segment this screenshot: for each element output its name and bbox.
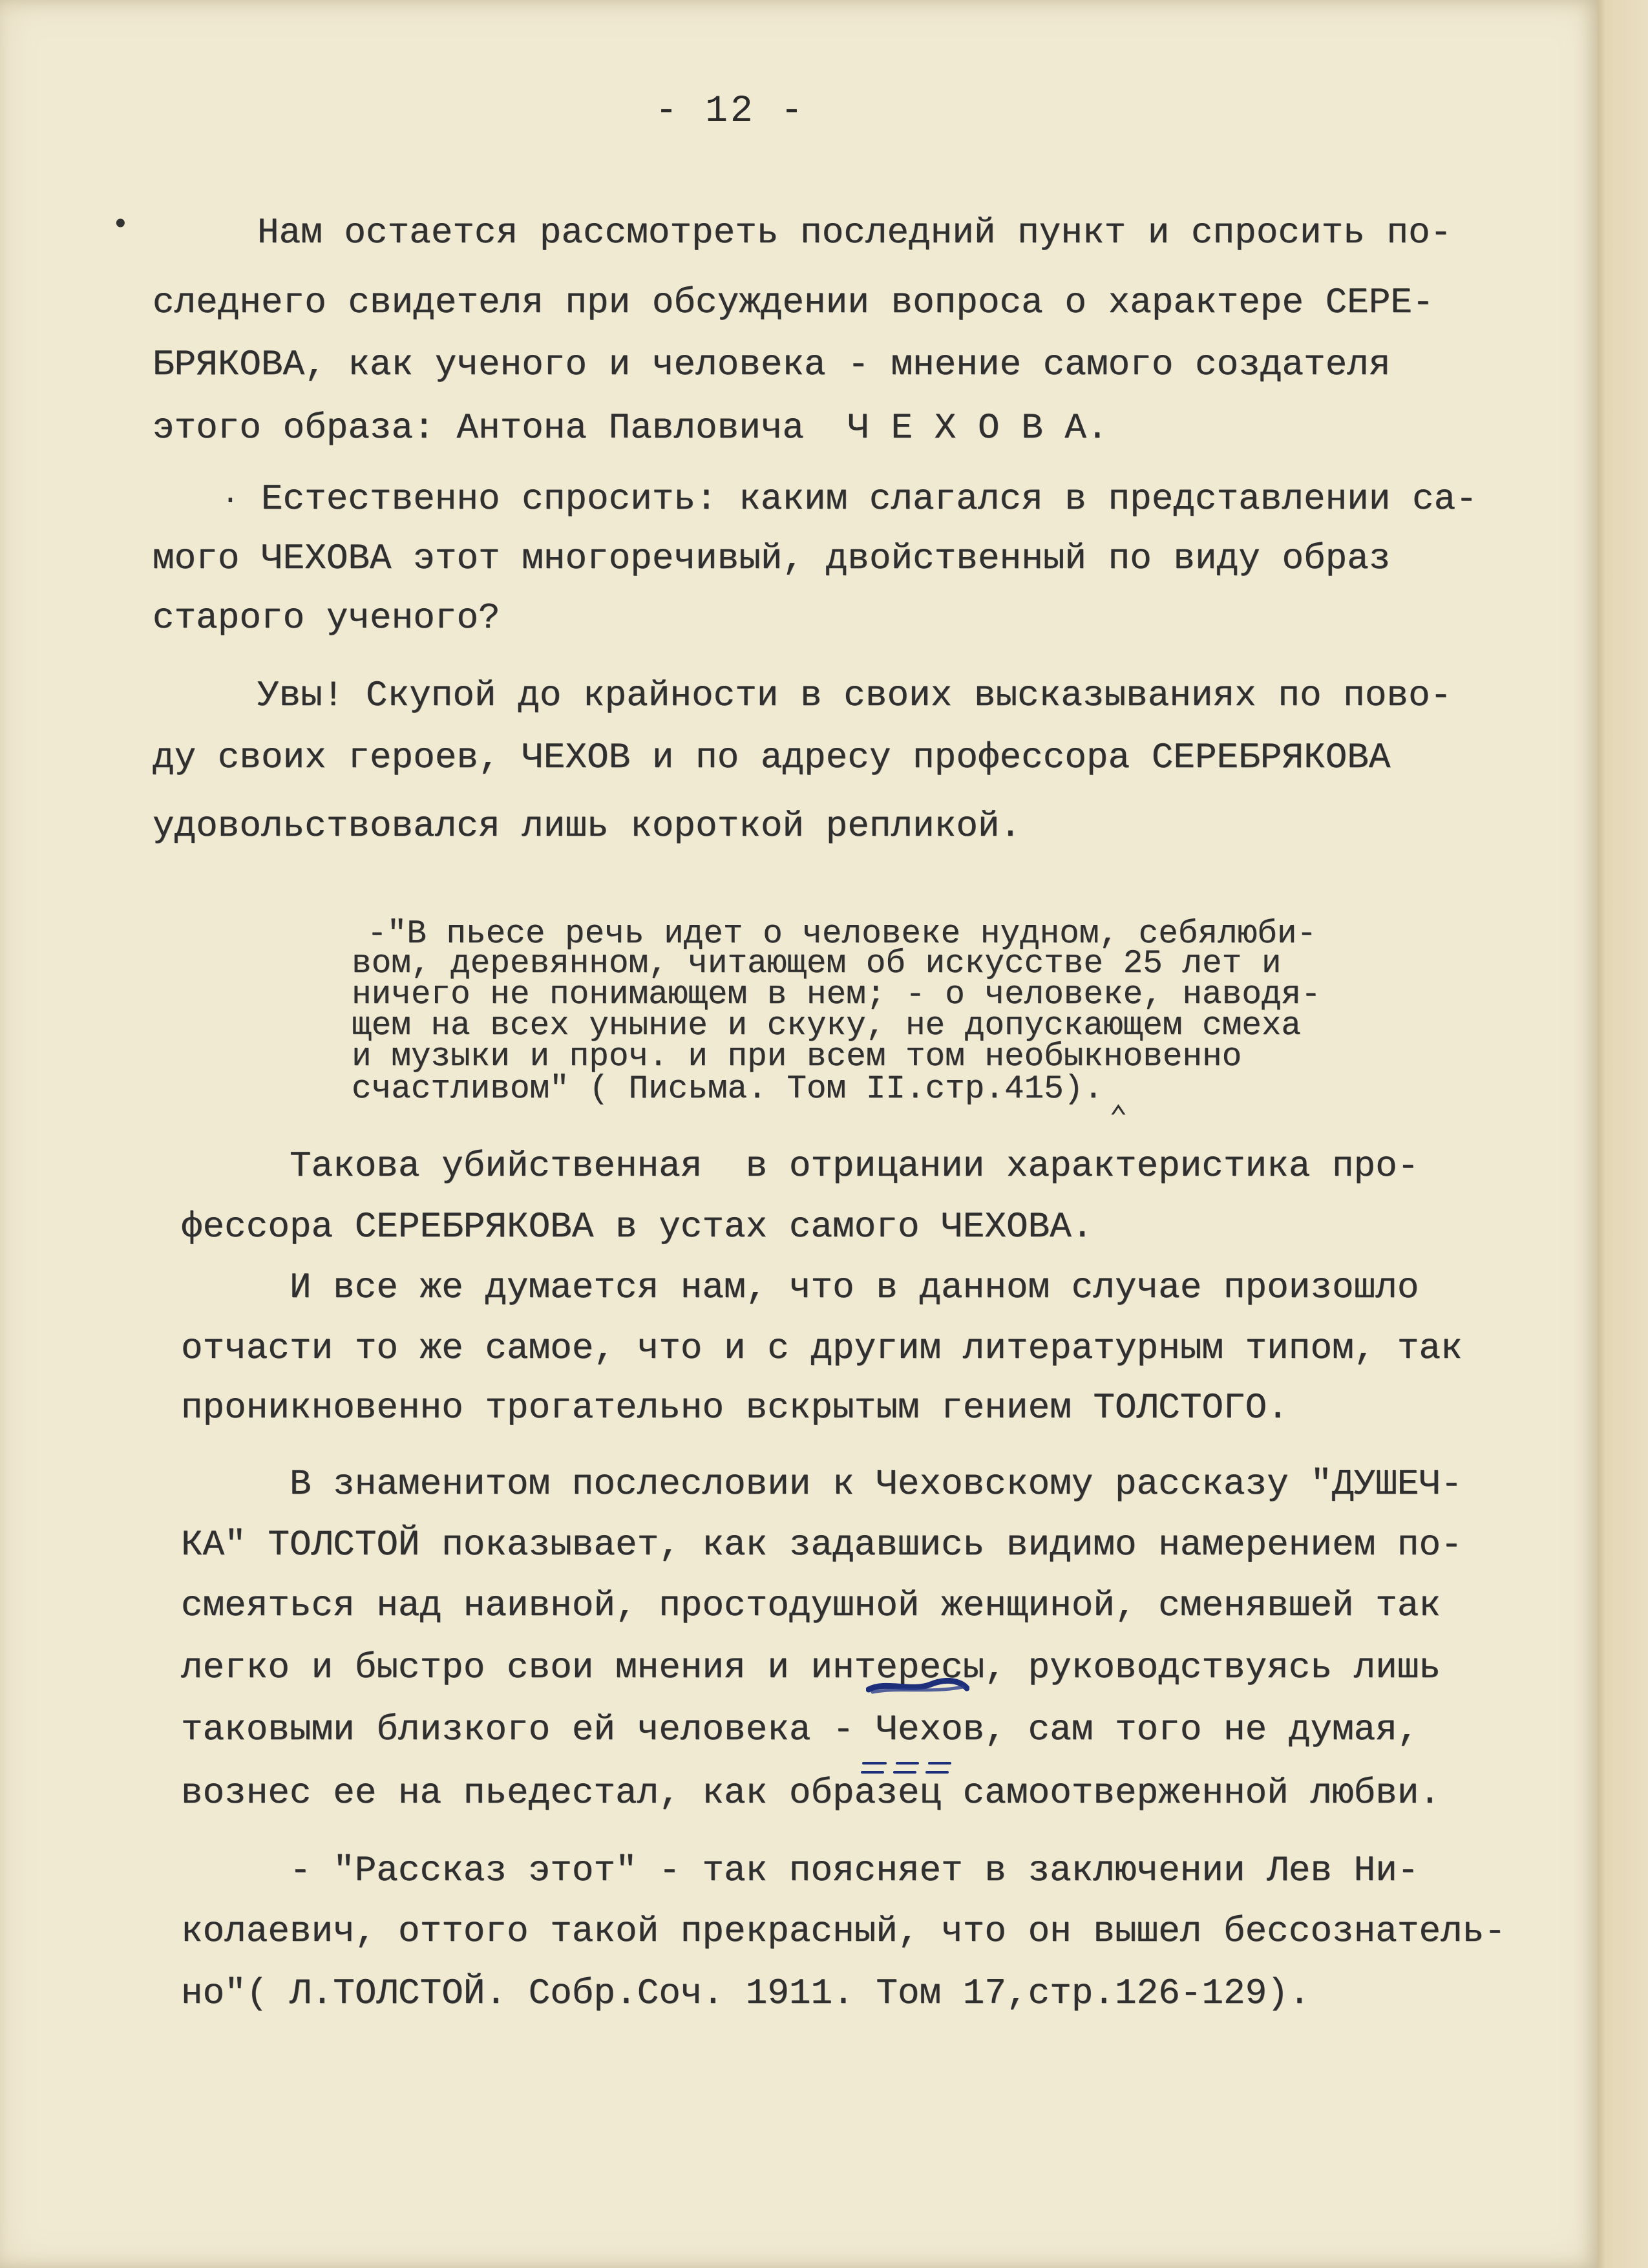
- paragraph-1-line-2: следнего свидетеля при обсуждении вопроса о характере СЕРЕ-: [153, 282, 1434, 323]
- paragraph-2-line-1: Естественно спросить: каким слагался в представлении са-: [261, 478, 1477, 520]
- paragraph-1-line-4: этого образа: Антона Павловича Ч Е Х О В А.: [153, 407, 1108, 449]
- paragraph-6-line-1: В знаменитом послесловии к Чеховскому рассказу "ДУШЕЧ-: [290, 1463, 1463, 1505]
- page-number: - 12 -: [655, 90, 806, 132]
- quote-line-6: счастливом" ( Письма. Том II.стр.415).: [352, 1071, 1103, 1108]
- pen-correction-stroke: [866, 1678, 969, 1696]
- paragraph-6-line-5: таковыми близкого ей человека - Чехов, сам того не думая,: [181, 1709, 1419, 1750]
- paragraph-7-line-2: колаевич, оттого такой прекрасный, что он вышел бессознатель-: [181, 1911, 1506, 1952]
- paragraph-4-line-2: фессора СЕРЕБРЯКОВА в устах самого ЧЕХОВА.: [181, 1206, 1093, 1247]
- paragraph-2-line-3: старого ученого?: [153, 597, 500, 639]
- paragraph-6-line-2: КА" ТОЛСТОЙ показывает, как задавшись видимо намерением по-: [181, 1524, 1463, 1565]
- paragraph-5-line-2: отчасти то же самое, что и с другим литературным типом, так: [181, 1328, 1463, 1369]
- paragraph-7-line-3: но"( Л.ТОЛСТОЙ. Собр.Соч. 1911. Том 17,стр.126-129).: [181, 1973, 1311, 2014]
- paragraph-3-line-3: удовольствовался лишь короткой репликой.: [153, 805, 1022, 847]
- margin-mark: ⌃: [1109, 1102, 1128, 1137]
- quote-line-4: щем на всех уныние и скуку, не допускающем смеха: [352, 1008, 1302, 1044]
- paragraph-1-line-1: Нам остается рассмотреть последний пункт и спросить по-: [257, 212, 1452, 253]
- paragraph-4-line-1: Такова убийственная в отрицании характеристика про-: [290, 1145, 1419, 1187]
- paragraph-6-line-3: смеяться над наивной, простодушной женщиной, сменявшей так: [181, 1585, 1441, 1626]
- quote-line-1: -"В пьесе речь идет о человеке нудном, себялюби-: [367, 916, 1317, 953]
- margin-dot: •: [111, 208, 130, 243]
- underlying-sheet-edge: [1598, 0, 1648, 2268]
- pen-underline-mark: [860, 1759, 969, 1779]
- paragraph-5-line-3: проникновенно трогательно вскрытым гением ТОЛСТОГО.: [181, 1387, 1289, 1428]
- paragraph-2-line-2: мого ЧЕХОВА этот многоречивый, двойственный по виду образ: [153, 538, 1391, 579]
- paragraph-3-line-1: Увы! Скупой до крайности в своих высказываниях по пово-: [257, 675, 1452, 716]
- paragraph-6-line-6: вознес ее на пьедестал, как образец самоотверженной любви.: [181, 1772, 1441, 1814]
- quote-line-3: ничего не понимающем в нем; - о человеке, наводя-: [352, 977, 1321, 1013]
- paragraph-7-line-1: - "Рассказ этот" - так поясняет в заключении Лев Ни-: [290, 1850, 1419, 1891]
- quote-line-2: вом, деревянном, читающем об искусстве 25 лет и: [352, 946, 1282, 982]
- paragraph-5-line-1: И все же думается нам, что в данном случае произошло: [290, 1267, 1419, 1308]
- paragraph-6-line-4: легко и быстро свои мнения и интересы, руководствуясь лишь: [181, 1647, 1441, 1688]
- paragraph-3-line-2: ду своих героев, ЧЕХОВ и по адресу профессора СЕРЕБРЯКОВА: [153, 737, 1391, 778]
- margin-dot: .: [221, 477, 240, 512]
- paragraph-1-line-3: БРЯКОВА, как ученого и человека - мнение самого создателя: [153, 344, 1391, 385]
- quote-line-5: и музыки и проч. и при всем том необыкновенно: [352, 1039, 1242, 1076]
